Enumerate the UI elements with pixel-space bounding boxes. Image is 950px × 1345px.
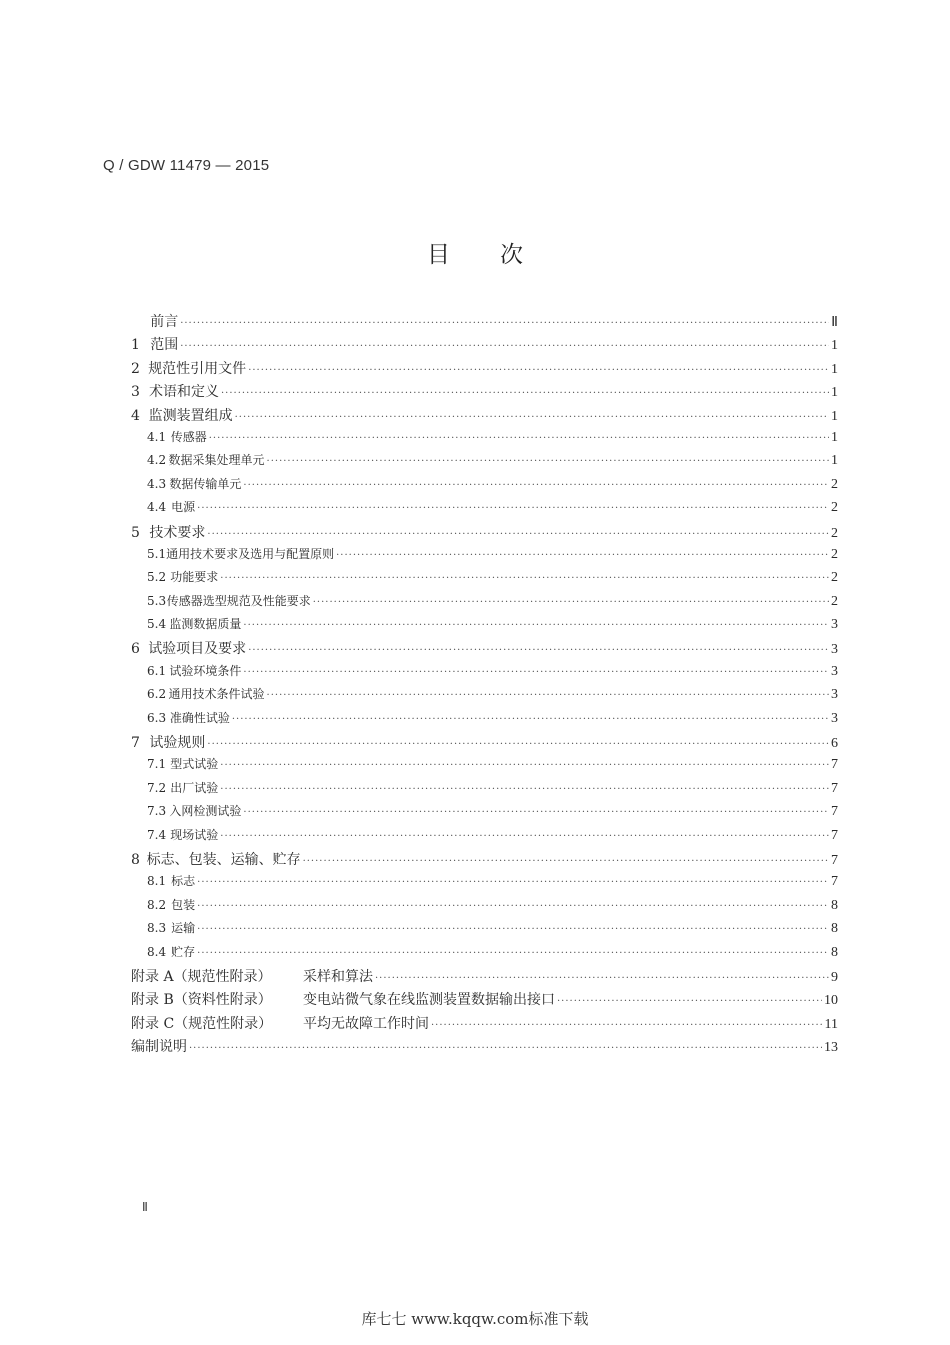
toc-entry[interactable] — [131, 358, 838, 381]
leader-dots — [267, 456, 829, 467]
leader-dots — [243, 667, 829, 678]
page-ref: 2 — [831, 525, 838, 541]
section-number: 7 — [131, 735, 140, 752]
appendix-type: 附录 C（规范性附录） — [131, 1015, 273, 1032]
section-number: 4.4 — [147, 500, 167, 515]
section-number: 4.3 — [147, 476, 167, 491]
section-title: 监测装置组成 — [148, 407, 233, 424]
page-ref: 10 — [824, 993, 838, 1009]
toc-entry[interactable] — [131, 709, 838, 732]
page-ref: 11 — [824, 1016, 838, 1032]
toc-entry[interactable] — [131, 662, 838, 685]
leader-dots — [207, 739, 829, 750]
page-ref: 2 — [831, 570, 838, 586]
section-title: 试验规则 — [149, 735, 206, 752]
page-ref: 7 — [831, 757, 838, 773]
toc-entry[interactable] — [131, 732, 838, 755]
section-title: 范围 — [150, 337, 179, 354]
leader-dots — [220, 784, 829, 795]
page-ref: 3 — [831, 663, 838, 679]
page-ref: 8 — [831, 897, 838, 913]
appendix-type: 附录 A（规范性附录） — [131, 968, 272, 985]
page-ref: 3 — [831, 617, 838, 633]
appendix-title — [131, 966, 373, 986]
section-title: 标志、包装、运输、贮存 — [146, 851, 301, 868]
section-number: 4.2 — [147, 453, 167, 468]
toc-entry[interactable] — [131, 592, 838, 615]
section-number: 8.4 — [147, 944, 167, 959]
page-ref: 7 — [831, 780, 838, 796]
section-title: 试验环境条件 — [169, 663, 242, 678]
page-ref: 2 — [831, 593, 838, 609]
toc-entry[interactable] — [131, 755, 838, 778]
page-ref: 8 — [831, 944, 838, 960]
page-ref: 7 — [831, 852, 838, 868]
section-title: 传感器 — [170, 429, 207, 444]
page-ref: 2 — [831, 476, 838, 492]
toc-entry[interactable] — [131, 428, 838, 451]
section-number: 2 — [131, 360, 140, 377]
leader-dots — [197, 901, 829, 912]
section-title: 前言 — [150, 314, 179, 330]
toc-entry[interactable] — [131, 498, 838, 521]
toc-entry[interactable] — [131, 568, 838, 591]
toc-entry[interactable] — [131, 334, 838, 357]
footer-watermark: 库七七 www.kqqw.com标准下载 — [361, 1310, 589, 1328]
section-number: 7.2 — [147, 780, 167, 795]
section-title: 试验项目及要求 — [148, 641, 247, 658]
toc-entry[interactable] — [131, 849, 838, 872]
leader-dots — [221, 388, 829, 399]
section-number: 1 — [131, 337, 140, 354]
section-title: 标志 — [171, 874, 196, 889]
toc-entry[interactable] — [131, 475, 838, 498]
page-ref: 7 — [831, 804, 838, 820]
page-ref: 1 — [831, 453, 838, 469]
toc-entry[interactable] — [131, 451, 838, 474]
section-number: 6.2 — [147, 687, 167, 702]
section-title: 型式试验 — [170, 757, 219, 772]
leader-dots — [180, 318, 829, 329]
page-ref: 3 — [831, 687, 838, 703]
section-title: 规范性引用文件 — [148, 360, 247, 377]
toc-entry[interactable] — [131, 381, 838, 404]
section-number: 8.2 — [147, 897, 167, 912]
section-title: 入网检测试验 — [169, 804, 242, 819]
section-number: 6 — [131, 641, 140, 658]
appendix-name: 变电站微气象在线监测装置数据输出接口 — [303, 992, 555, 1009]
leader-dots — [220, 573, 829, 584]
leader-dots — [235, 412, 829, 423]
page-ref: 1 — [831, 338, 838, 354]
appendix-name: 采样和算法 — [303, 968, 373, 985]
section-number: 5 — [131, 524, 140, 541]
appendix-title — [131, 989, 555, 1009]
leader-dots — [431, 1020, 823, 1031]
leader-dots — [267, 690, 829, 701]
toc-entry-appendix[interactable] — [131, 1013, 838, 1036]
leader-dots — [243, 480, 829, 491]
toc-entry[interactable] — [131, 638, 838, 661]
closing-title: 编制说明 — [131, 1039, 187, 1056]
leader-dots — [180, 341, 829, 352]
page-ref: 13 — [824, 1040, 838, 1056]
toc-entry[interactable] — [131, 919, 838, 942]
toc-entry[interactable] — [131, 685, 838, 708]
leader-dots — [248, 645, 829, 656]
toc-entry-appendix[interactable] — [131, 966, 838, 989]
leader-dots — [197, 503, 829, 514]
page-ref: 6 — [831, 736, 838, 752]
section-number: 8.3 — [147, 921, 167, 936]
leader-dots — [209, 433, 829, 444]
section-title: 现场试验 — [170, 827, 219, 842]
toc-entry[interactable] — [131, 545, 838, 568]
section-title: 包装 — [171, 897, 196, 912]
section-number: 5.2 — [147, 570, 167, 585]
toc-entry-closing[interactable] — [131, 1036, 838, 1059]
page-number: Ⅱ — [142, 1200, 148, 1214]
toc-entry[interactable] — [131, 943, 838, 966]
section-number: 6.1 — [147, 663, 167, 678]
toc-entry[interactable] — [131, 779, 838, 802]
section-number: 4.1 — [147, 429, 167, 444]
section-number: 8 — [131, 851, 140, 868]
toc-entry[interactable] — [131, 405, 838, 428]
section-number: 7.4 — [147, 827, 167, 842]
leader-dots — [197, 924, 829, 935]
page-ref: Ⅱ — [831, 315, 838, 330]
page-ref: 8 — [831, 921, 838, 937]
page-ref: 3 — [831, 642, 838, 658]
section-title: 传感器选型规范及性能要求 — [166, 593, 311, 608]
leader-dots — [303, 856, 829, 867]
toc-entry[interactable] — [131, 826, 838, 849]
section-title: 出厂试验 — [170, 780, 219, 795]
toc-entry[interactable] — [131, 615, 838, 638]
leader-dots — [243, 807, 829, 818]
section-number: 6.3 — [147, 710, 167, 725]
page-ref: 9 — [831, 969, 838, 985]
standard-code: Q / GDW 11479 — 2015 — [103, 157, 270, 174]
section-title: 电源 — [171, 500, 196, 515]
leader-dots — [220, 760, 829, 771]
section-number: 8.1 — [147, 874, 167, 889]
page-ref: 1 — [831, 361, 838, 377]
leader-dots — [189, 1043, 822, 1054]
leader-dots — [220, 831, 829, 842]
section-number: 5.4 — [147, 617, 167, 632]
toc-entry[interactable] — [131, 802, 838, 825]
title-char-2: 次 — [500, 242, 523, 268]
section-title: 技术要求 — [149, 524, 206, 541]
leader-dots — [557, 996, 822, 1007]
section-title: 准确性试验 — [169, 710, 230, 725]
appendix-name: 平均无故障工作时间 — [303, 1015, 429, 1032]
section-title: 贮存 — [171, 944, 196, 959]
leader-dots — [313, 597, 829, 608]
section-number: 7.1 — [147, 757, 167, 772]
toc-entry-appendix[interactable] — [131, 989, 838, 1012]
page-ref: 7 — [831, 874, 838, 890]
page-title — [0, 236, 950, 269]
page-ref: 7 — [831, 827, 838, 843]
page-ref: 1 — [831, 429, 838, 445]
section-title: 功能要求 — [170, 570, 219, 585]
toc-entry[interactable] — [131, 896, 838, 919]
toc-entry[interactable] — [131, 311, 838, 334]
section-title: 术语和定义 — [149, 384, 219, 401]
toc-entry[interactable] — [131, 522, 838, 545]
leader-dots — [197, 877, 829, 888]
leader-dots — [243, 620, 829, 631]
title-char-1: 目 — [427, 242, 450, 268]
section-number: 7.3 — [147, 804, 167, 819]
section-number: 5.1 — [147, 546, 167, 561]
page-ref: 2 — [831, 546, 838, 562]
section-title: 数据传输单元 — [169, 476, 242, 491]
leader-dots — [207, 529, 829, 540]
section-title: 通用技术要求及选用与配置原则 — [166, 546, 335, 561]
page-ref: 2 — [831, 500, 838, 516]
section-number: 5.3 — [147, 593, 167, 608]
leader-dots — [248, 365, 829, 376]
appendix-type: 附录 B（资料性附录） — [131, 992, 272, 1009]
section-title: 监测数据质量 — [169, 617, 242, 632]
section-number: 3 — [131, 384, 140, 401]
page-ref: 1 — [831, 408, 838, 424]
leader-dots — [336, 550, 829, 561]
section-title: 通用技术条件试验 — [168, 687, 265, 702]
page-ref: 3 — [831, 710, 838, 726]
table-of-contents — [131, 311, 838, 1060]
leader-dots — [375, 973, 829, 984]
section-number: 4 — [131, 407, 140, 424]
section-title: 运输 — [171, 921, 196, 936]
toc-entry[interactable] — [131, 872, 838, 895]
section-title: 数据采集处理单元 — [168, 453, 265, 468]
leader-dots — [197, 948, 829, 959]
appendix-title — [131, 1013, 429, 1033]
page-ref: 1 — [831, 385, 838, 401]
leader-dots — [232, 714, 829, 725]
